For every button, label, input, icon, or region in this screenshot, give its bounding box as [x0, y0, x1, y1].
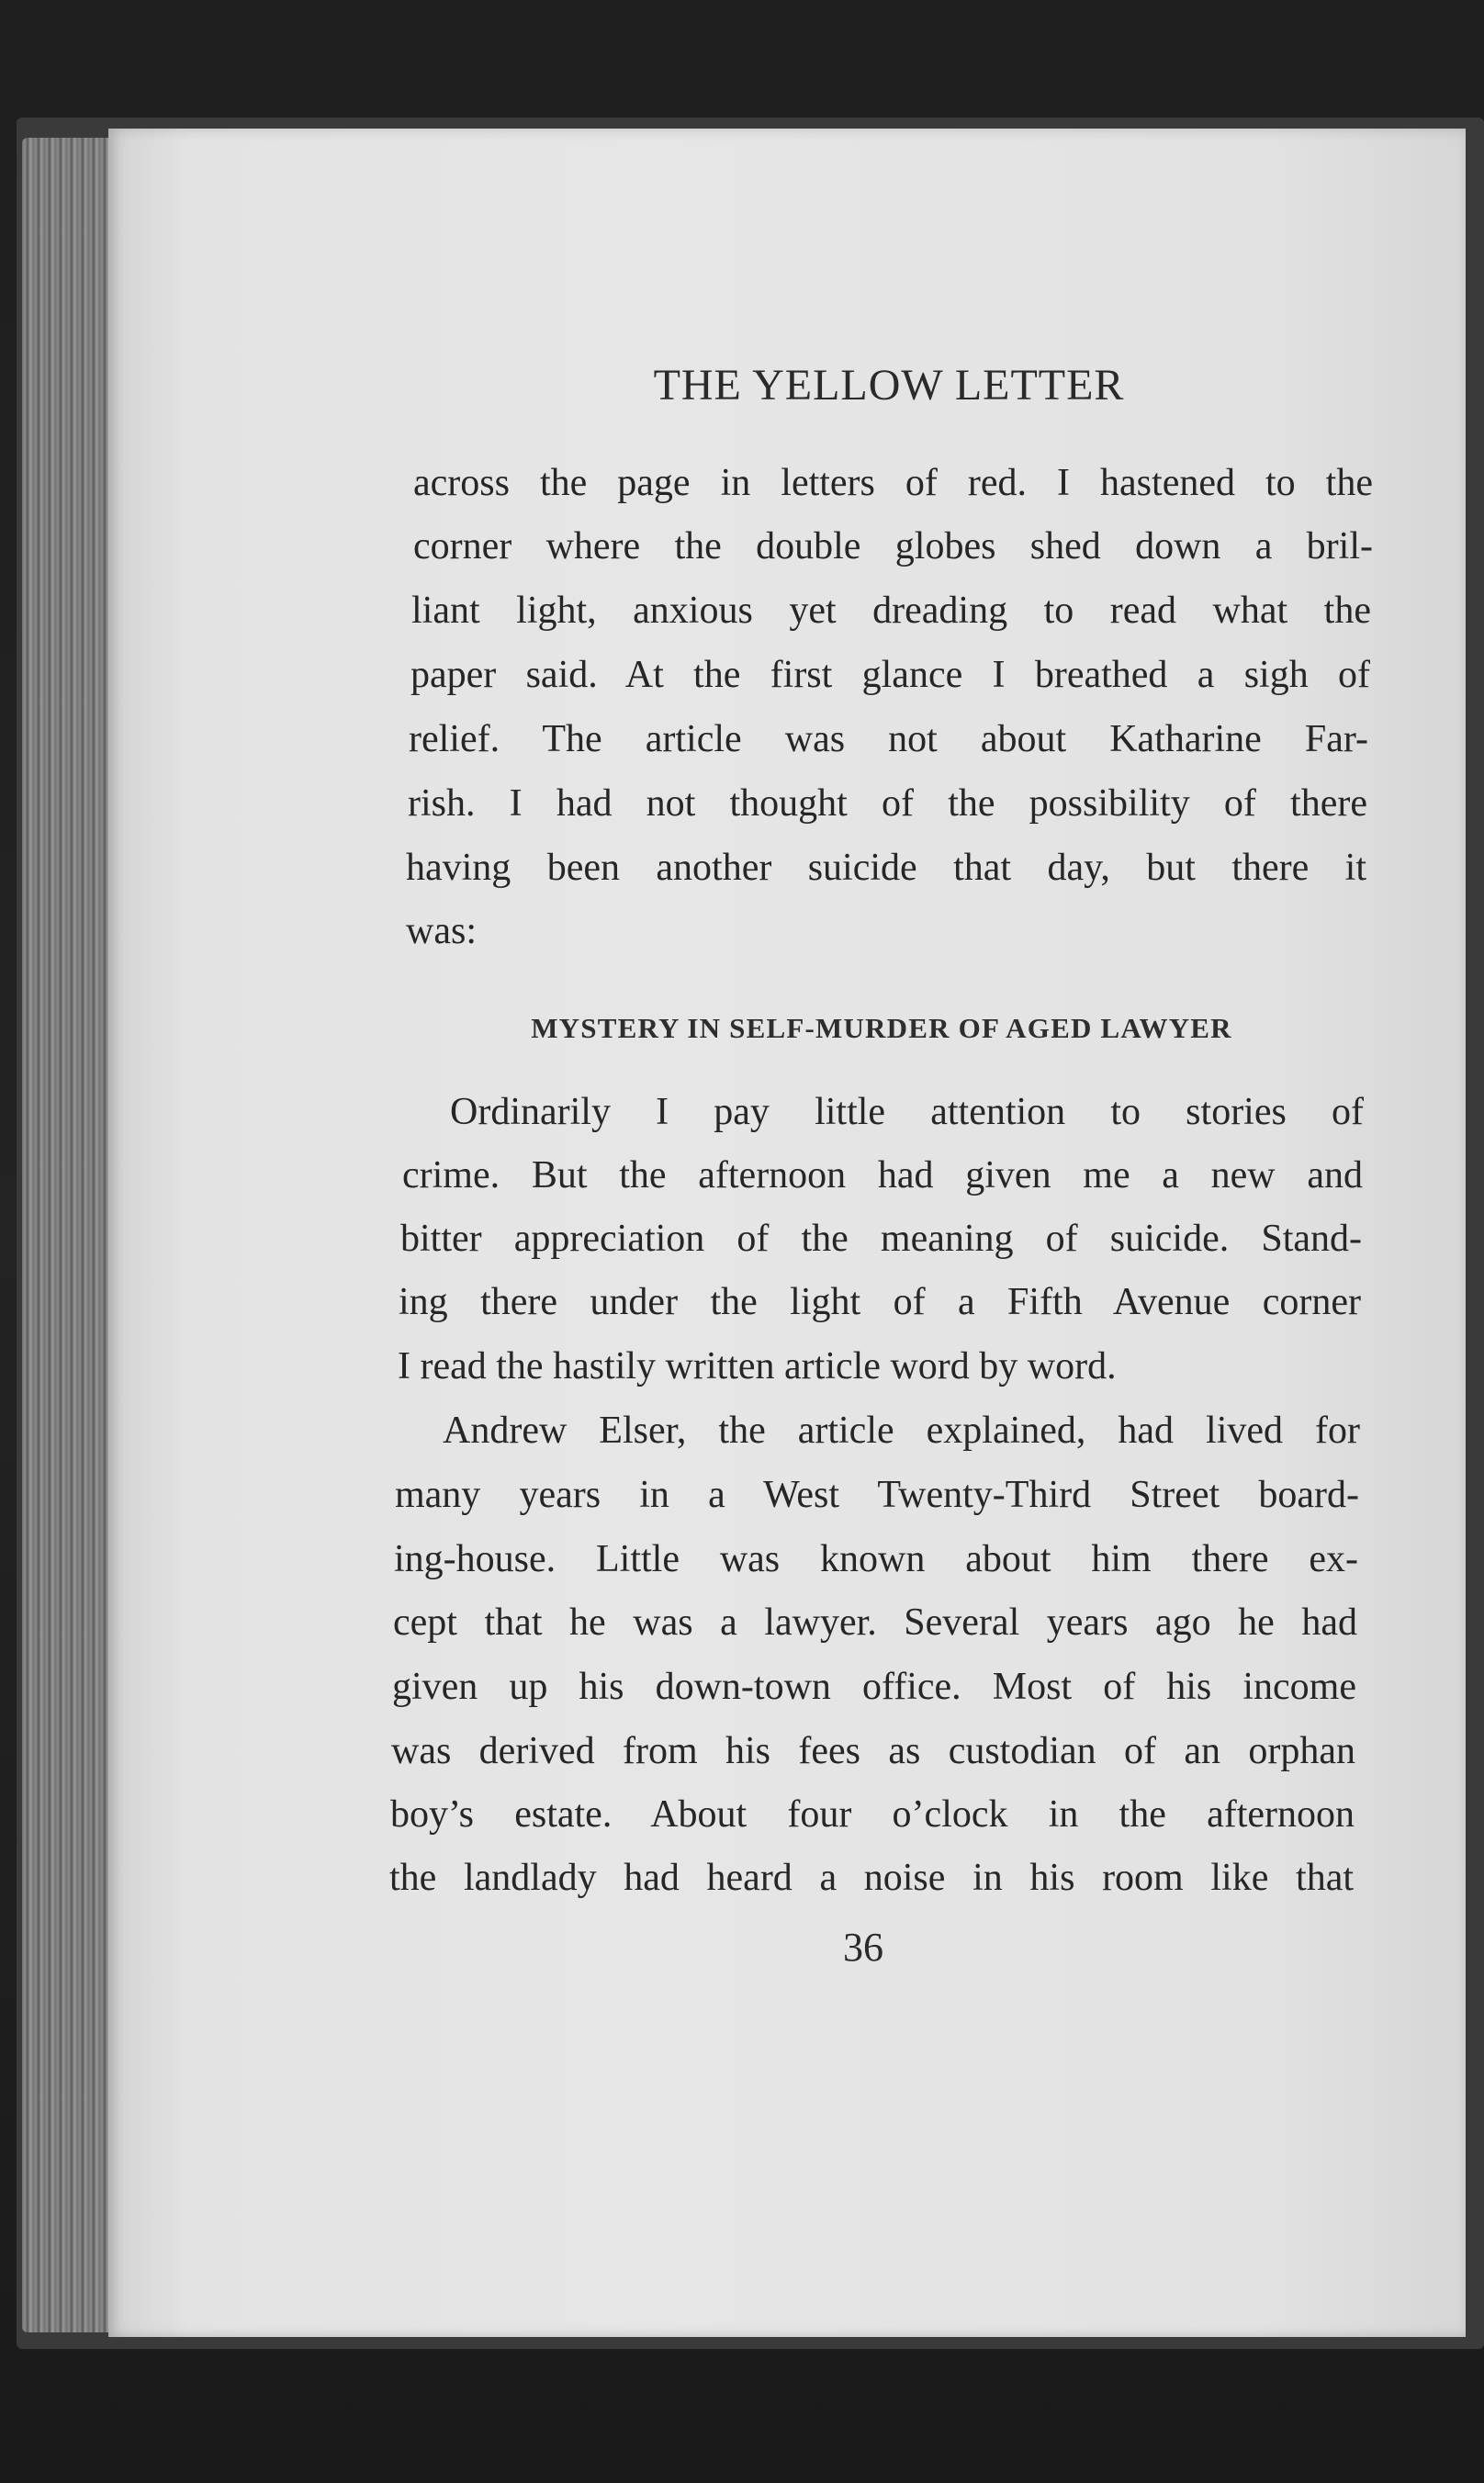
- text-line: the landlady had heard a noise in his room like that: [389, 1857, 1354, 1899]
- text-line: liant light, anxious yet dreading to read what the: [411, 590, 1371, 632]
- text-line: relief. The article was not about Katharine Far-: [409, 718, 1368, 760]
- text-line: was:: [406, 910, 477, 952]
- article-headline: MYSTERY IN SELF-MURDER OF AGED LAWYER: [531, 1012, 1232, 1044]
- text-line: boy’s estate. About four o’clock in the afternoon: [390, 1793, 1355, 1836]
- text-line: bitter appreciation of the meaning of suicide. Stand-: [400, 1218, 1362, 1260]
- text-line: rish. I had not thought of the possibility of there: [408, 782, 1367, 825]
- text-line: was derived from his fees as custodian of an orphan: [391, 1730, 1355, 1772]
- text-line: Andrew Elser, the article explained, had lived for: [443, 1410, 1360, 1452]
- text-line: having been another suicide that day, but there it: [406, 847, 1366, 889]
- running-head: THE YELLOW LETTER: [653, 361, 1125, 410]
- text-line: corner where the double globes shed down a bril-: [413, 525, 1373, 567]
- text-line: given up his down-town office. Most of his income: [392, 1666, 1356, 1708]
- text-line: across the page in letters of red. I hastened to the: [413, 462, 1373, 504]
- text-line: cept that he was a lawyer. Several years ago he had: [393, 1601, 1357, 1644]
- text-line: ing-house. Little was known about him there ex-: [394, 1538, 1358, 1580]
- text-line: ing there under the light of a Fifth Avenue corner: [399, 1281, 1361, 1323]
- text-line: many years in a West Twenty-Third Street board-: [395, 1474, 1359, 1516]
- text-line: I read the hastily written article word by word.: [398, 1345, 1117, 1388]
- text-line: crime. But the afternoon had given me a new and: [402, 1154, 1363, 1197]
- text-line: Ordinarily I pay little attention to stories of: [450, 1091, 1364, 1133]
- page-number: 36: [843, 1925, 883, 1970]
- text-line: paper said. At the first glance I breathed a sigh of: [410, 654, 1370, 696]
